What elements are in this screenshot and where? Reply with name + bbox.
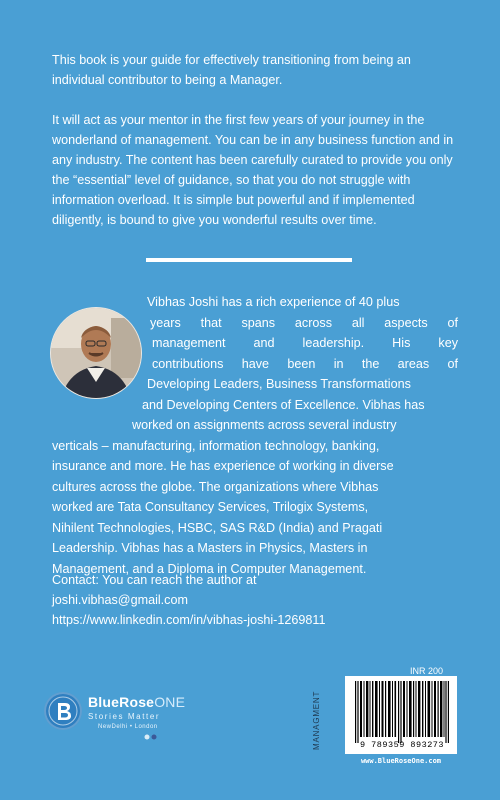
publisher-logo — [44, 688, 214, 748]
contact-email[interactable]: joshi.vibhas@gmail.com — [52, 593, 188, 607]
publisher-name — [88, 694, 185, 710]
bio-line: contributions have been in the areas of — [152, 356, 458, 371]
publisher-social-icons — [144, 734, 158, 742]
bio-line: Nihilent Technologies, HSBC, SAS R&D (India) and Pragati — [52, 520, 383, 535]
genre-label: MANAGMENT — [312, 690, 321, 750]
bio-line: insurance and more. He has experience of working in diverse — [52, 459, 394, 473]
publisher-website[interactable]: www.BlueRoseOne.com — [360, 757, 442, 765]
publisher-tagline: Stories Matter — [88, 712, 161, 721]
bio-line: Management, and a Diploma in Computer Management. — [52, 561, 367, 576]
facebook-icon — [152, 735, 157, 740]
barcode-icon — [355, 681, 449, 743]
bio-line: worked are Tata Consultancy Services, Trilogix Systems, — [52, 500, 369, 514]
intro-paragraph-1: This book is your guide for effectively transitioning from being an individual contributor to being a Manager. — [52, 53, 411, 87]
instagram-icon — [145, 735, 150, 740]
publisher-name-main: BlueRose — [88, 694, 155, 710]
bio-line: and Developing Centers of Excellence. Vibhas has — [142, 397, 425, 412]
isbn-barcode — [345, 676, 457, 754]
contact-info — [52, 570, 458, 630]
bio-line: management and leadership. His key — [152, 336, 458, 350]
publisher-badge-icon — [44, 692, 82, 730]
author-bio — [52, 292, 458, 579]
bio-line: Vibhas Joshi has a rich experience of 40 plus — [147, 295, 400, 309]
publisher-locations: NewDelhi • London — [98, 724, 158, 730]
bio-line: Leadership. Vibhas has a Masters in Physics, Masters in — [52, 541, 368, 555]
contact-linkedin-url[interactable]: https://www.linkedin.com/in/vibhas-joshi-1269811 — [52, 613, 326, 627]
bio-line: worked on assignments across several industry — [132, 418, 397, 432]
bio-line: cultures across the globe. The organizations where Vibhas — [52, 479, 379, 494]
bio-line: Developing Leaders, Business Transformations — [147, 377, 411, 391]
publisher-name-accent: ONE — [154, 694, 186, 710]
intro-text — [52, 50, 458, 250]
price-label: INR 200 — [410, 666, 444, 676]
bio-line: verticals – manufacturing, information technology, banking, — [52, 438, 380, 453]
bio-line: years that spans across all aspects of — [150, 315, 458, 330]
isbn-number: 9 789359 893273 — [359, 740, 444, 750]
intro-paragraph-2: It will act as your mentor in the first few years of your journey in the wonderland of management. You can be in any business function and in any industry. The content has been carefully curated to provide you only the “essential” level of guidance, so that you do not struggle with information overload. It is simple but powerful and if implemented diligently, is bound to give you wonderful results over time. — [52, 113, 454, 227]
section-divider — [146, 258, 352, 262]
contact-label: Contact: You can reach the author at — [52, 573, 257, 587]
